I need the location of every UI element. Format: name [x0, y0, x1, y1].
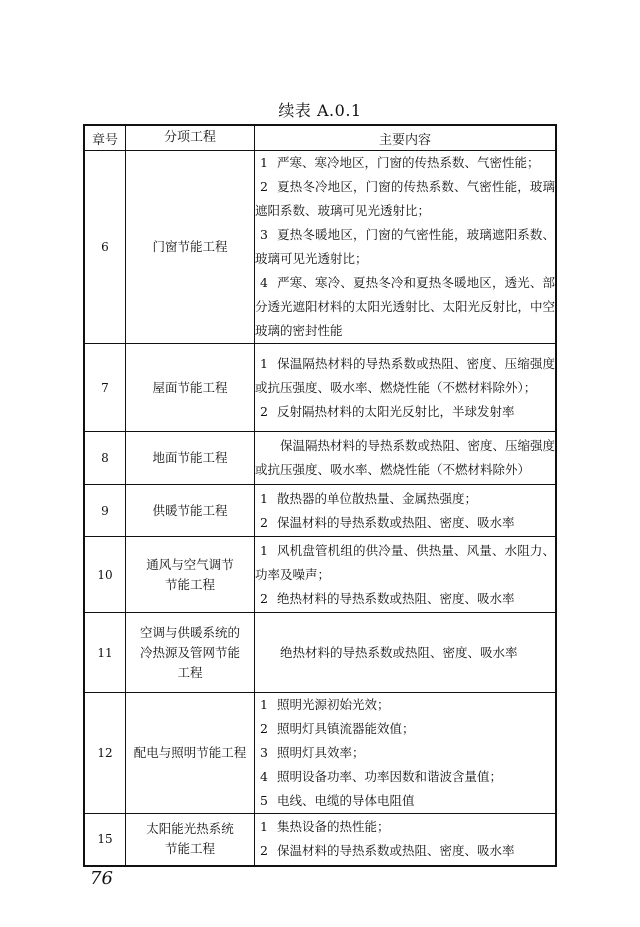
- content-item: [255, 693, 555, 717]
- content-cell: [255, 485, 557, 537]
- item-text: 夏热冬冷地区，门窗的传热系数、气密性能，玻璃遮阳系数、玻璃可见光透射比；: [255, 179, 555, 218]
- content-item: [255, 789, 555, 813]
- table-row: [84, 693, 556, 814]
- content-cell: [255, 151, 557, 344]
- content-cell: [255, 344, 557, 432]
- chapter-number: 12: [84, 693, 126, 814]
- item-name-line: 地面节能工程: [152, 450, 228, 465]
- table-header-row: [84, 125, 556, 151]
- item-name-line: 节能工程: [164, 576, 215, 592]
- item-name-line: 冷热源及管网节能: [139, 644, 240, 660]
- item-text: 散热器的单位散热量、金属热强度；: [277, 490, 478, 506]
- item-number: 1: [260, 355, 268, 371]
- item-number: 3: [260, 745, 268, 760]
- table-caption: 续表 A.0.1: [278, 101, 362, 120]
- item-text: 风机盘管机组的供冷量、供热量、风量、水阻力、功率及噪声；: [255, 542, 555, 582]
- item-number: 2: [260, 403, 268, 419]
- item-name-line: 工程: [177, 664, 203, 680]
- page-number: 76: [90, 868, 113, 889]
- item-name: [126, 344, 255, 432]
- content-item: [255, 271, 555, 343]
- item-name: [126, 814, 255, 866]
- item-number: 1: [260, 697, 268, 712]
- content-item: [255, 717, 555, 741]
- item-name-line: 供暖节能工程: [152, 502, 228, 518]
- chapter-number: 6: [84, 151, 126, 344]
- content-item: [255, 539, 555, 587]
- content-item: [255, 741, 555, 765]
- item-text: 照明设备功率、功率因数和谐波含量值；: [277, 769, 503, 784]
- item-number: 1: [260, 819, 268, 835]
- content-item: [255, 765, 555, 789]
- item-number: 2: [260, 590, 268, 606]
- chapter-number: 10: [84, 537, 126, 613]
- header-item: 分项工程: [126, 125, 255, 151]
- item-text: 反射隔热材料的太阳光反射比，半球发射率: [277, 403, 515, 419]
- table-row: [84, 613, 556, 693]
- item-number: 1: [260, 542, 268, 558]
- chapter-number: 11: [84, 613, 126, 693]
- content-item: [255, 839, 555, 863]
- table-row: [84, 151, 556, 344]
- item-name: [126, 613, 255, 693]
- content-cell: [255, 537, 557, 613]
- header-content: 主要内容: [255, 125, 557, 151]
- item-name: [126, 151, 255, 344]
- table-row: [84, 537, 556, 613]
- content-item: [255, 511, 555, 535]
- item-name: [126, 432, 255, 485]
- item-text: 严寒、寒冷地区，门窗的传热系数、气密性能；: [277, 155, 540, 170]
- item-text: 电线、电缆的导体电阻值: [277, 793, 415, 808]
- item-name-line: 门窗节能工程: [152, 239, 228, 254]
- item-name-line: 节能工程: [164, 841, 215, 857]
- item-text: 保温材料的导热系数或热阻、密度、吸水率: [277, 843, 515, 859]
- chapter-number: 15: [84, 814, 126, 866]
- item-number: 4: [260, 275, 268, 290]
- item-number: 4: [260, 769, 268, 784]
- item-text: 照明灯具镇流器能效值；: [277, 721, 415, 736]
- item-name-line: 配电与照明节能工程: [133, 745, 247, 760]
- content-item: [255, 400, 555, 424]
- content-item: [255, 223, 555, 271]
- chapter-number: 8: [84, 432, 126, 485]
- item-text: 保温隔热材料的导热系数或热阻、密度、压缩强度或抗压强度、吸水率、燃烧性能（不燃材料除外）；: [255, 355, 555, 395]
- content-cell: 保温隔热材料的导热系数或热阻、密度、压缩强度或抗压强度、吸水率、燃烧性能（不燃材料除外）: [255, 432, 557, 485]
- item-number: 3: [260, 227, 268, 242]
- item-name-line: 通风与空气调节: [146, 556, 234, 572]
- content-cell: [255, 693, 557, 814]
- content-item: [255, 352, 555, 400]
- item-number: 2: [260, 843, 268, 859]
- item-number: 2: [260, 179, 268, 194]
- item-text: 照明光源初始光效；: [277, 697, 390, 712]
- item-number: 2: [260, 721, 268, 736]
- item-text: 严寒、寒冷、夏热冬冷和夏热冬暖地区，透光、部分透光遮阳材料的太阳光透射比、太阳光反射比，中空玻璃的密封性能: [255, 275, 556, 338]
- content-cell: 绝热材料的导热系数或热阻、密度、吸水率: [255, 613, 557, 693]
- item-text: 夏热冬暖地区，门窗的气密性能，玻璃遮阳系数、玻璃可见光透射比；: [255, 227, 555, 266]
- content-item: [255, 815, 555, 839]
- item-name-line: 屋面节能工程: [152, 379, 228, 395]
- chapter-number: 9: [84, 485, 126, 537]
- chapter-number: 7: [84, 344, 126, 432]
- content-cell: [255, 814, 557, 866]
- content-item: [255, 151, 555, 175]
- item-name: [126, 537, 255, 613]
- item-name-line: 太阳能光热系统: [146, 821, 234, 837]
- item-text: 集热设备的热性能；: [277, 819, 390, 835]
- table-row: [84, 432, 556, 485]
- table-row: [84, 814, 556, 866]
- item-number: 5: [260, 793, 268, 808]
- item-text: 照明灯具效率；: [277, 745, 365, 760]
- item-text: 保温材料的导热系数或热阻、密度、吸水率: [277, 514, 515, 530]
- item-number: 1: [260, 490, 268, 506]
- table-row: [84, 485, 556, 537]
- item-text: 绝热材料的导热系数或热阻、密度、吸水率: [277, 590, 515, 606]
- item-number: 2: [260, 514, 268, 530]
- content-item: [255, 587, 555, 611]
- header-chapter: 章号: [84, 125, 126, 151]
- content-item: [255, 175, 555, 223]
- table-row: [84, 344, 556, 432]
- item-name: [126, 485, 255, 537]
- content-item: [255, 487, 555, 511]
- materials-table: [83, 124, 557, 867]
- item-name-line: 空调与供暖系统的: [139, 624, 240, 640]
- item-name: [126, 693, 255, 814]
- item-number: 1: [260, 155, 268, 170]
